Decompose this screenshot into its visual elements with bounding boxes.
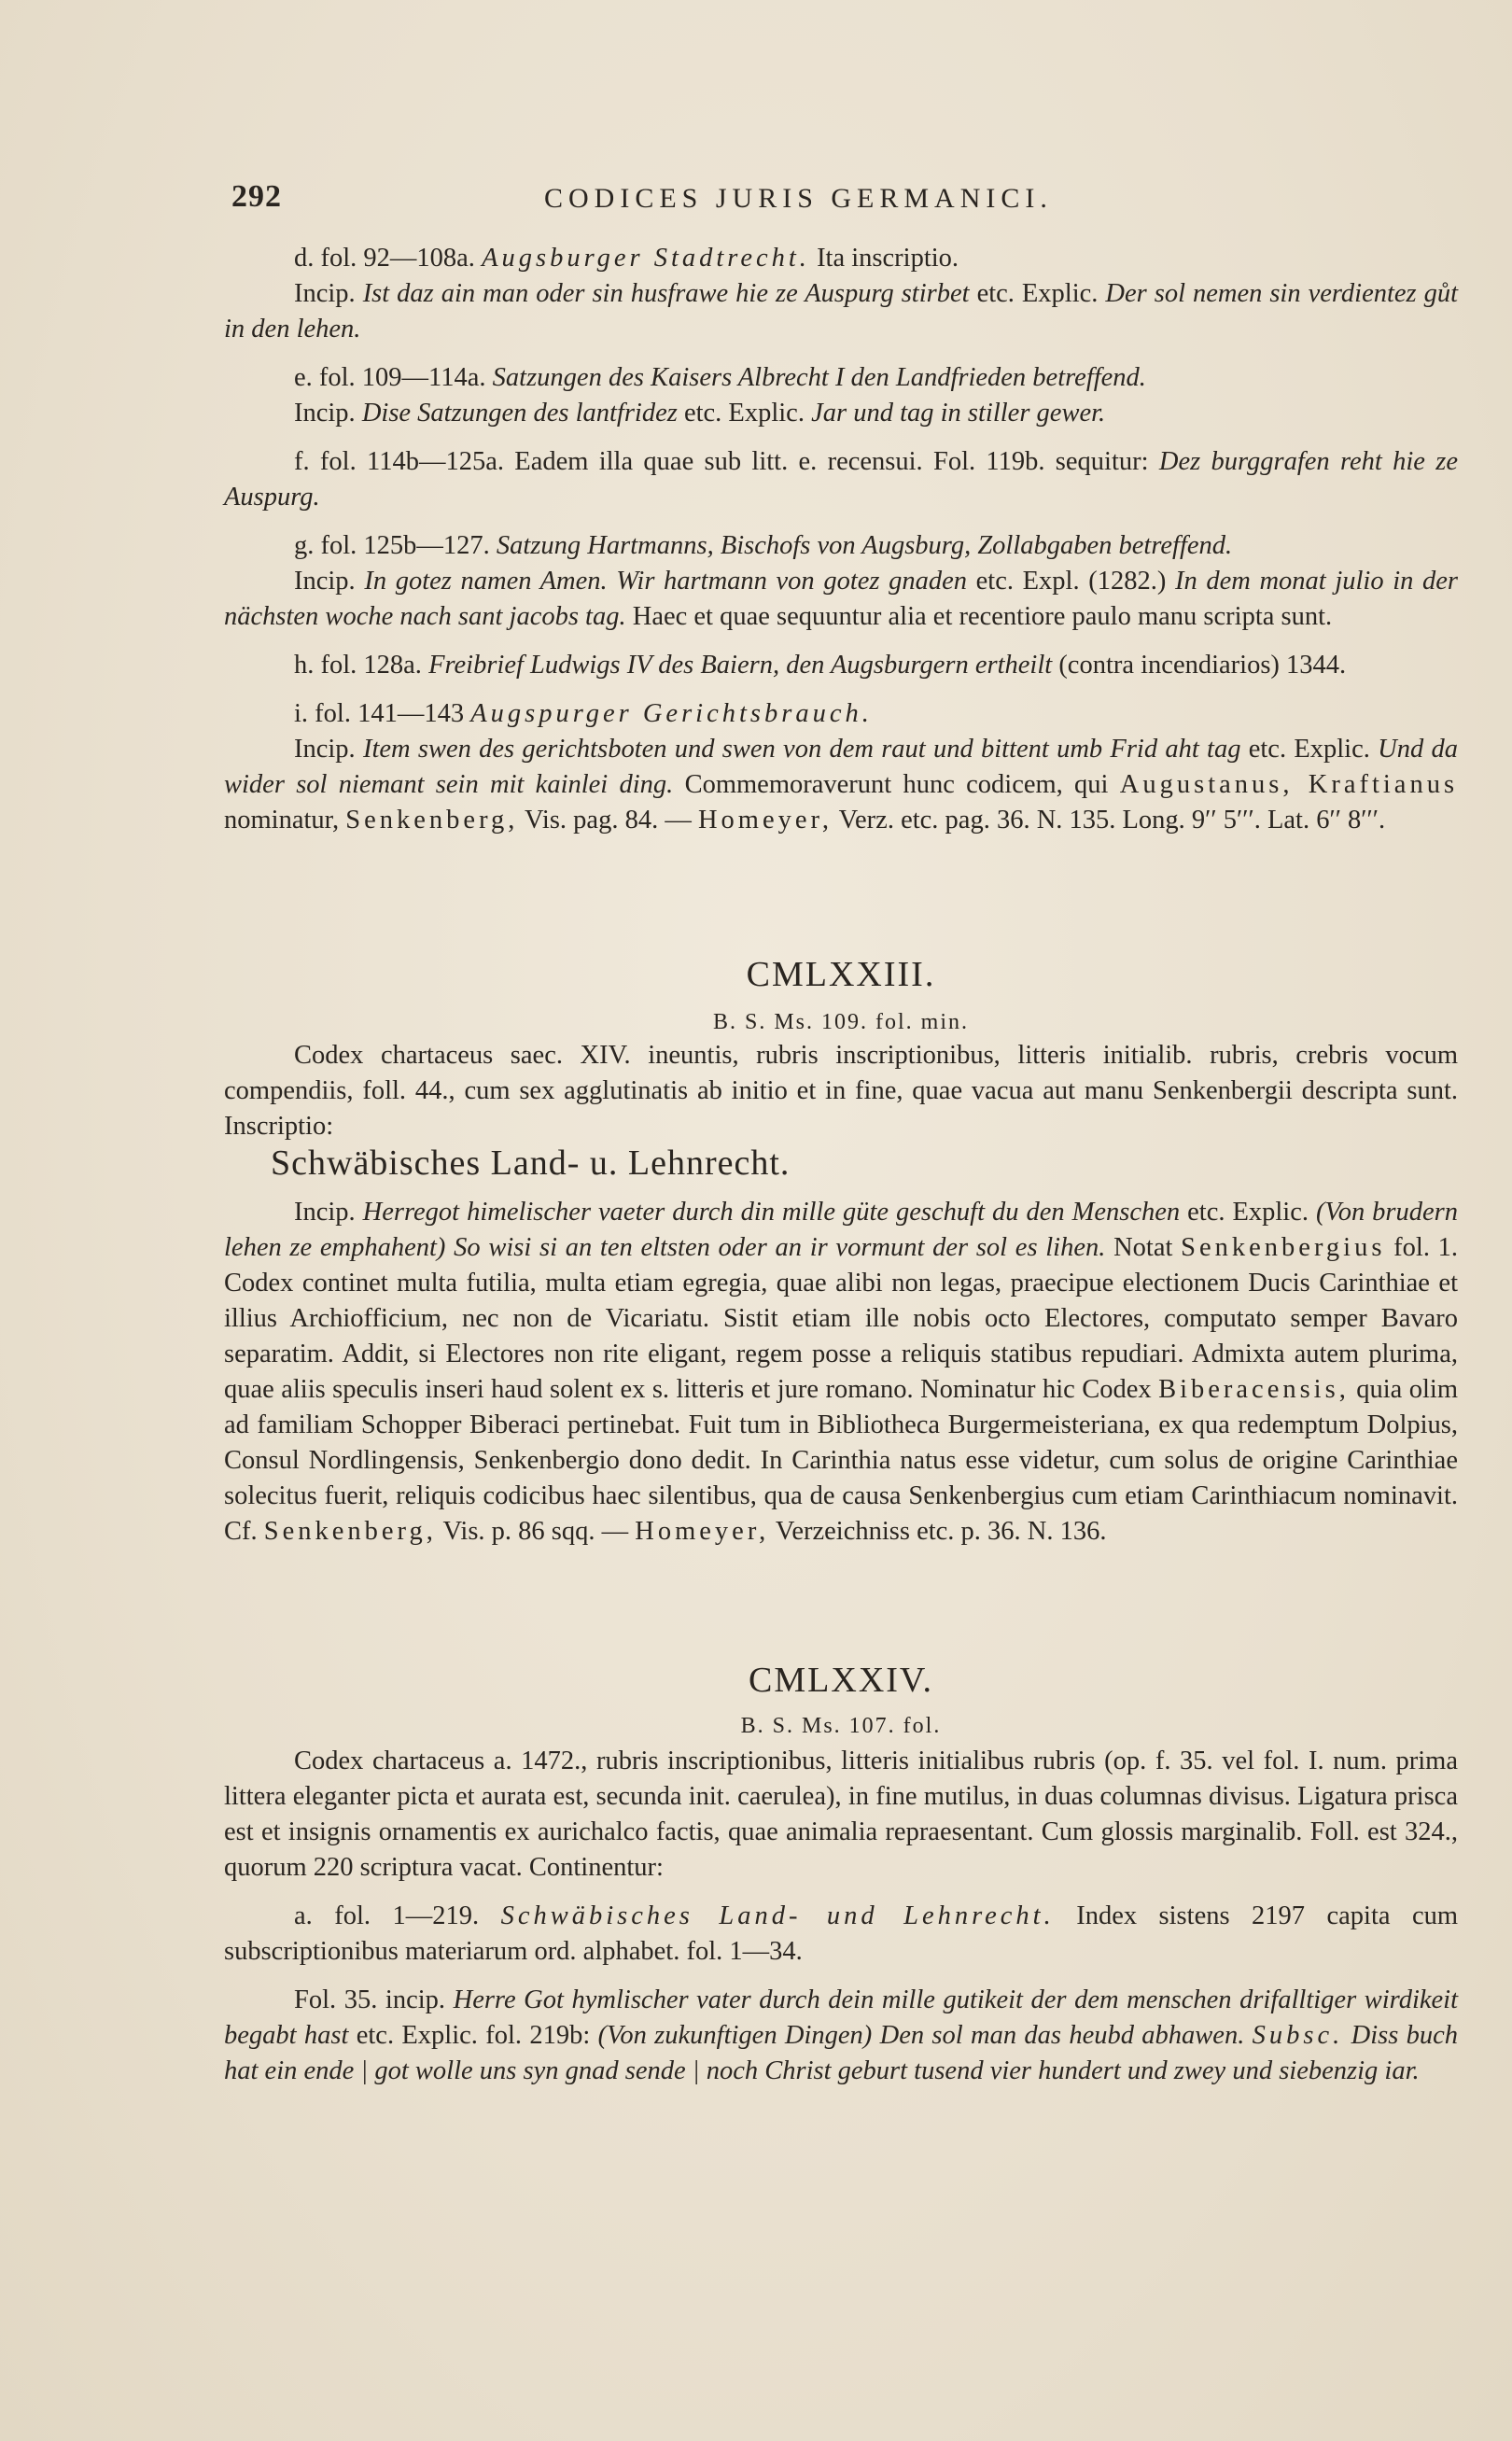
codex-974-entry-fol35: Fol. 35. incip. Herre Got hymlischer vater durch dein mille gutikeit der dem menschen drifalltiger wirdikeit begabt hast etc. Explic. fol. 219b: (Von zukunftigen Dingen) Den sol man das heubd abhawen. Subsc. Diss buch hat ein ende | got wolle uns syn gnad sende | noch Christ geburt tusend vier hundert und zwey und siebenzig iar. [224, 1985, 1459, 2085]
shelfmark-974: B. S. Ms. 107. fol. [740, 1714, 942, 1738]
codex-973-notes: Incip. Herregot himelischer vaeter durch din mille güte geschuft du den Menschen etc. Explic. (Von brudern lehen ze emphahent) So wisi si an ten eltsten oder an ir vormunt der sol es lihen. Notat Senkenbergius fol. 1. Codex continet multa futilia, multa etiam egregia, quae alibi non legas, praecipue electionem Ducis Carinthiae et illius Archiofficium, nec non de Vicariatu. Sistit etiam ille nobis octo Electores, computato semper Bavaro separatim. Addit, si Electores non rite eligant, regem posse a reliquis statibus repudiari. Admixta autem plurima, quae aliis speculis inseri haud solent ex s. litteris et jure romano. Nominatur hic Codex Biberacensis, quia olim ad familiam Schopper Biberaci pertinebat. Fuit tum in Bibliotheca Burgermeisteriana, ex qua redemptum Dolpius, Consul Nordlingensis, Senkenbergio dono dedit. In Carinthia natus esse videtur, cum solus de origine Carinthiae solecitus fuerit, reliquis codicibus haec silentibus, qua de causa Senkenbergius cum etiam Carinthiacum nominavit. Cf. Senkenberg, Vis. p. 86 sqq. — Homeyer, Verzeichniss etc. p. 36. N. 136. [224, 1198, 1459, 1546]
entry-d: d. fol. 92—108a. Augsburger Stadtrecht. Ita inscriptio. Incip. Ist daz ain man oder sin husfrawe hie ze Auspurg stirbet etc. Explic. Der sol nemen sin verdientez gůt in den lehen. [224, 244, 1459, 344]
codex-number-973: CMLXXIII. [746, 955, 936, 994]
codex-974-intro: Codex chartaceus a. 1472., rubris inscriptionibus, litteris initialibus rubris (op. f. 35. vel fol. I. num. prima littera eleganter picta et aurata est, secunda init. caerulea), in fine mutilus, in duas columnas divisus. Ligatura prisca est et insignis ornamentis ex aurichalco factis, quae animalia repraesentant. Cum glossis marginalib. Foll. est 324., quorum 220 scriptura vacat. Continentur: [224, 1747, 1458, 1882]
entry-h: h. fol. 128a. Freibrief Ludwigs IV des Baiern, den Augsburgern ertheilt (contra incendiarios) 1344. [294, 651, 1347, 680]
codex-973-body [224, 1195, 1458, 1563]
codex-contents-continued [224, 241, 1458, 851]
shelfmark-973: B. S. Ms. 109. fol. min. [712, 1010, 970, 1034]
entry-i: i. fol. 141—143 Augspurger Gerichtsbrauch. Incip. Item swen des gerichtsboten und swen von dem raut und bittent umb Frid aht tag etc. Explic. Und da wider sol niemant sein mit kainlei ding. Commemoraverunt hunc codicem, qui Augustanus, Kraftianus nominatur, Senkenberg, Vis. pag. 84. — Homeyer, Verz. etc. pag. 36. N. 135. Long. 9′′ 5′′′. Lat. 6′′ 8′′′. [224, 699, 1459, 835]
codex-973-title: Schwäbisches Land- u. Lehnrecht. [271, 1143, 791, 1183]
running-title: CODICES JURIS GERMANICI. [544, 183, 1053, 214]
page-header [231, 179, 1463, 226]
entry-g: g. fol. 125b—127. Satzung Hartmanns, Bischofs von Augsburg, Zollabgaben betreffend. Incip. In gotez namen Amen. Wir hartmann von gotez gnaden etc. Expl. (1282.) In dem monat julio in der nächsten woche nach sant jacobs tag. Haec et quae sequuntur alia et recentiore paulo manu scripta sunt. [224, 531, 1459, 631]
page-number: 292 [231, 179, 282, 214]
codex-number-974: CMLXXIV. [749, 1661, 933, 1700]
codex-974-description [224, 1744, 1458, 2102]
codex-973-description [224, 1038, 1458, 1157]
entry-e: e. fol. 109—114a. Satzungen des Kaisers Albrecht I den Landfrieden betreffend. Incip. Dise Satzungen des lantfridez etc. Explic. Jar und tag in stiller gewer. [294, 363, 1146, 428]
codex-973-intro: Codex chartaceus saec. XIV. ineuntis, rubris inscriptionibus, litteris initialib. rubris, crebris vocum compendiis, foll. 44., cum sex agglutinatis ab initio et in fine, quae vacua aut manu Senkenbergii descripta sunt. Inscriptio: [224, 1041, 1458, 1141]
entry-f: f. fol. 114b—125a. Eadem illa quae sub litt. e. recensui. Fol. 119b. sequitur: Dez burggrafen reht hie ze Auspurg. [224, 447, 1459, 512]
codex-974-entry-a: a. fol. 1—219. Schwäbisches Land- und Lehnrecht. Index sistens 2197 capita cum subscriptionibus materiarum ord. alphabet. fol. 1—34. [224, 1901, 1459, 1966]
